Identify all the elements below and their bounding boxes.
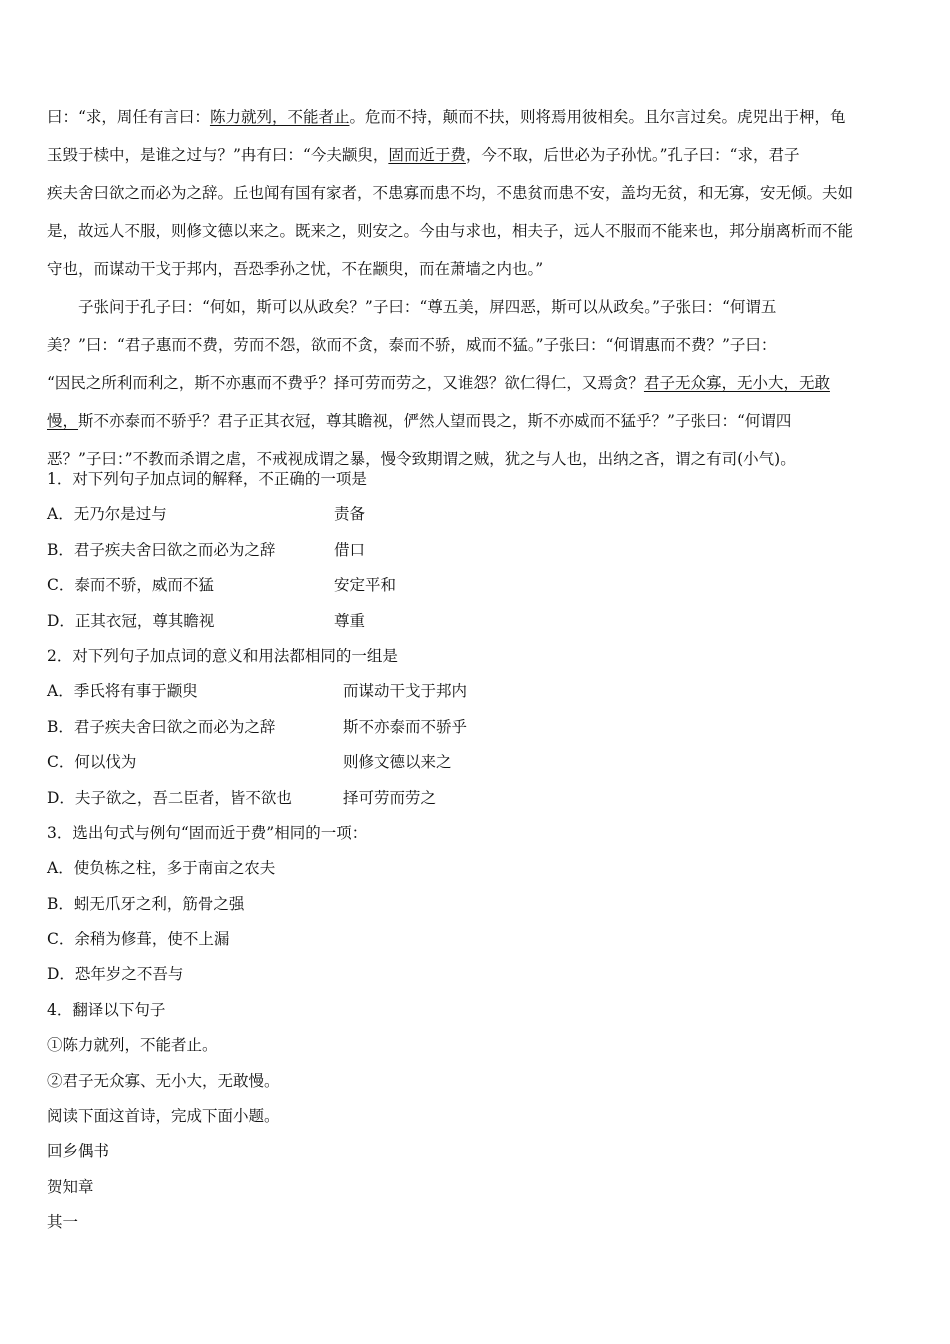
text-segment: 玉毁于椟中，是谁之过与？”冉有曰：“今夫颛臾， (47, 146, 389, 164)
question-4-item-1: ①陈力就列，不能者止。 (47, 1036, 218, 1055)
underlined-phrase: 陈力就列，不能者止 (209, 108, 350, 126)
option-text: B．君子疾夫舍曰欲之而必为之辞 (47, 540, 276, 559)
text-segment: 。危而不持，颠而不扶，则将焉用彼相矣。且尔言过矣。虎兕出于柙，龟 (349, 108, 846, 126)
passage-line: 守也，而谋动干戈于邦内，吾恐季孙之忧，不在颛臾，而在萧墙之内也。” (47, 260, 544, 278)
option-compare: 斯不亦泰而不骄乎 (343, 717, 468, 736)
passage-line (47, 402, 905, 440)
question-1-option-b (47, 533, 905, 568)
question-3-option-d: D．恐年岁之不吾与 (47, 965, 184, 984)
option-compare: 而谋动干戈于邦内 (343, 682, 468, 701)
question-3-stem: 3．选出句式与例句“固而近于费”相同的一项： (47, 823, 368, 842)
question-2-option-a (47, 674, 905, 709)
underlined-phrase: 君子无众寡，无小大，无敢 (643, 374, 830, 392)
poem-author: 贺知章 (47, 1177, 94, 1196)
question-4-item-2: ②君子无众寡、无小大，无敢慢。 (47, 1071, 280, 1090)
option-compare: 择可劳而劳之 (343, 788, 437, 807)
passage-line: 疾夫舍曰欲之而必为之辞。丘也闻有国有家者，不患寡而患不均，不患贫而患不安，盖均无贫，和无寡，安无倾。夫如 (47, 184, 854, 202)
option-explanation: 尊重 (334, 611, 366, 630)
question-1-option-a (47, 497, 905, 532)
text-segment: “因民之所利而利之，斯不亦惠而不费乎？择可劳而劳之，又谁怨？欲仁得仁，又焉贪？ (47, 374, 644, 392)
option-text: A．无乃尔是过与 (47, 505, 167, 524)
poem-title: 回乡偶书 (47, 1142, 110, 1161)
poem-intro: 阅读下面这首诗，完成下面小题。 (47, 1107, 280, 1126)
text-segment: ，今不取，后世必为子孙忧。”孔子曰：“求，君子 (465, 146, 800, 164)
passage-line: 美？”曰：“君子惠而不费，劳而不怨，欲而不贪，泰而不骄，威而不猛。”子张曰：“何谓惠而不费？”子曰： (47, 336, 777, 354)
underlined-phrase: 慢， (47, 412, 79, 430)
questions (47, 462, 905, 1241)
underlined-phrase: 固而近于费 (388, 146, 466, 164)
passage-line: 是，故远人不服，则修文德以来之。既来之，则安之。今由与求也，相夫子，远人不服而不能来也，邦分崩离析而不能 (47, 222, 854, 240)
question-2-option-d (47, 781, 905, 816)
question-2-option-c (47, 745, 905, 780)
option-text: D．正其衣冠，尊其瞻视 (47, 611, 215, 630)
passage-line: 子张问于孔子曰：“何如，斯可以从政矣？”子曰：“尊五美，屏四恶，斯可以从政矣。”子张曰：“何谓五 (78, 298, 777, 316)
question-1-option-c (47, 568, 905, 603)
question-2-stem: 2．对下列句子加点词的意义和用法都相同的一组是 (47, 646, 398, 665)
option-text: B．君子疾夫舍曰欲之而必为之辞 (47, 717, 276, 736)
option-explanation: 借口 (334, 540, 366, 559)
poem-part: 其一 (47, 1213, 79, 1232)
option-text: C．泰而不骄，威而不猛 (47, 576, 214, 595)
option-compare: 则修文德以来之 (343, 753, 452, 772)
option-explanation: 责备 (334, 505, 366, 524)
passage (47, 98, 905, 478)
option-text: C．何以伐为 (47, 753, 137, 772)
question-3-option-a: A．使负栋之柱，多于南亩之农夫 (47, 859, 276, 878)
question-1-option-d (47, 604, 905, 639)
question-1-stem: 1．对下列句子加点词的解释，不正确的一项是 (47, 470, 367, 488)
option-text: D．夫子欲之，吾二臣者，皆不欲也 (47, 788, 292, 807)
option-explanation: 安定平和 (334, 576, 397, 595)
passage-line (47, 364, 905, 402)
question-3-option-c: C．余稍为修葺，使不上漏 (47, 930, 230, 949)
text-segment: 斯不亦泰而不骄乎？君子正其衣冠，尊其瞻视，俨然人望而畏之，斯不亦威而不猛乎？”子张曰：“何谓四 (78, 412, 792, 430)
passage-line (47, 136, 905, 174)
option-text: A．季氏将有事于颛臾 (47, 682, 198, 701)
question-2-option-b (47, 710, 905, 745)
text-segment: 曰：“求，周任有言曰： (47, 108, 210, 126)
question-3-option-b: B．蚓无爪牙之利，筋骨之强 (47, 894, 245, 913)
passage-line: 恶？”子曰：”不教而杀谓之虐，不戒视成谓之暴，慢令致期谓之贼，犹之与人也，出纳之吝，谓之有司(小气)。 (47, 450, 796, 468)
passage-line (47, 98, 905, 136)
question-4-stem: 4．翻译以下句子 (47, 1000, 166, 1019)
